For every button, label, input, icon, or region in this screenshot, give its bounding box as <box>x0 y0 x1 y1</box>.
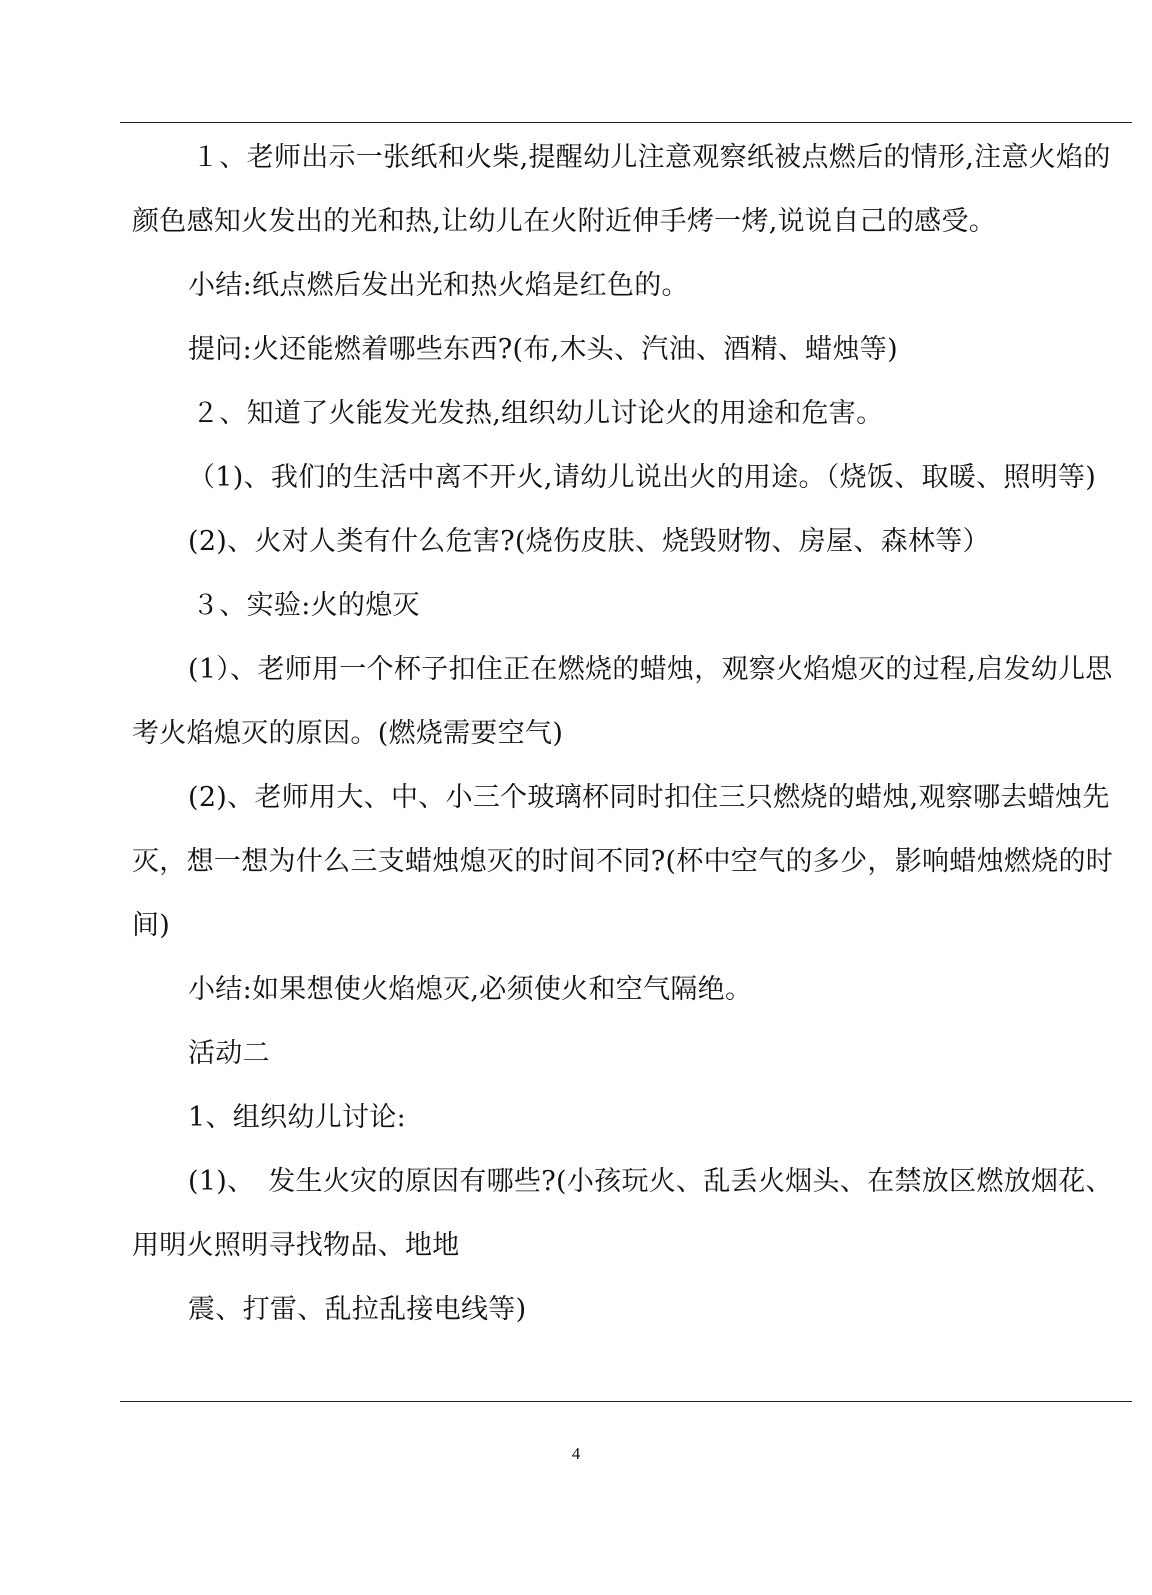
paragraph-summary-2: 小结:如果想使火焰熄灭,必须使火和空气隔绝。 <box>188 974 753 1005</box>
paragraph-uses-of-fire: （1)、我们的生活中离不开火,请幼儿说出火的用途。（烧饭、取暖、照明等) <box>188 462 1097 493</box>
paragraph-experiment-1: (1）、老师用一个杯子扣住正在燃烧的蜡烛，观察火焰熄灭的过程,启发幼儿思考火焰熄灭的原因。(燃烧需要空气) <box>132 654 1113 749</box>
paragraph-experiment-2: (2)、老师用大、中、小三个玻璃杯同时扣住三只燃烧的蜡烛,观察哪去蜡烛先灭，想一想为什么三支蜡烛熄灭的时间不同?(杯中空气的多少，影响蜡烛燃烧的时间) <box>132 782 1114 941</box>
paragraph-fire-causes-continued: 震、打雷、乱拉乱接电线等) <box>188 1294 527 1325</box>
paragraph-activity-2-heading: 活动二 <box>188 1038 270 1069</box>
paragraph-step-3: ３、实验:火的熄灭 <box>192 590 420 621</box>
document-body <box>132 126 1122 1342</box>
paragraph-fire-causes: (1)、 发生火灾的原因有哪些?(小孩玩火、乱丢火烟头、在禁放区燃放烟花、用明火照明寻找物品、地地 <box>132 1166 1113 1261</box>
page-number: 4 <box>571 1444 581 1463</box>
paragraph-harms-of-fire: (2)、火对人类有什么危害?(烧伤皮肤、烧毁财物、房屋、森林等） <box>188 526 990 557</box>
footer-rule <box>120 1401 1132 1402</box>
paragraph-summary-1: 小结:纸点燃后发出光和热火焰是红色的。 <box>188 270 689 301</box>
paragraph-discussion: 1、组织幼儿讨论: <box>188 1102 406 1133</box>
header-rule <box>120 122 1132 123</box>
paragraph-question: 提问:火还能燃着哪些东西?(布,木头、汽油、酒精、蜡烛等) <box>188 334 898 365</box>
paragraph-step-1: １、老师出示一张纸和火柴,提醒幼儿注意观察纸被点燃后的情形,注意火焰的颜色感知火发出的光和热,让幼儿在火附近伸手烤一烤,说说自己的感受。 <box>132 142 1111 237</box>
paragraph-step-2: ２、知道了火能发光发热,组织幼儿讨论火的用途和危害。 <box>192 398 884 429</box>
